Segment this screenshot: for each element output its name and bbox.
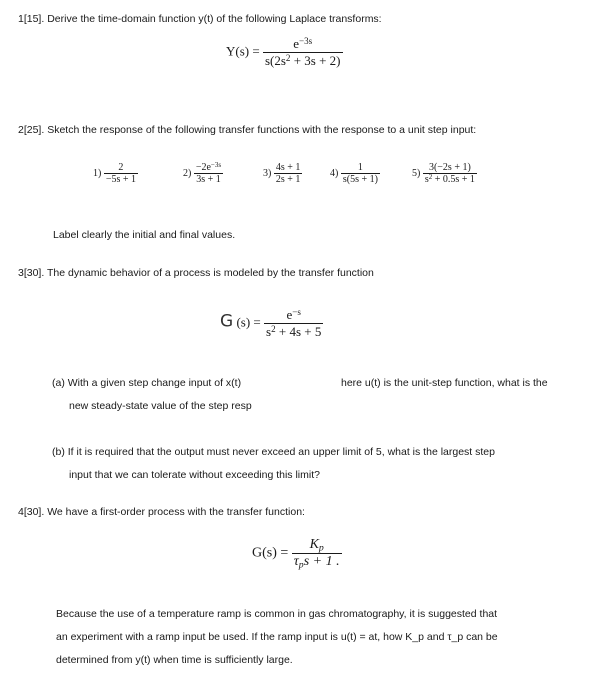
question-4-number: 4[30]. [18,506,45,518]
q1-denominator: $s(2s^2 + 3s + 2)$ [264,52,341,68]
q4-denominator: $\tau_ps + 1$ . [293,554,340,571]
q2-item-5-den: $s^2 + 0.5s + 1$ [424,172,475,185]
q3-part-b-line-2: input that we can tolerate without exceeding this limit? [69,469,320,481]
q1-lhs: Y(s) = [226,43,260,59]
question-3-equation [220,307,323,340]
q4-paragraph-line-1: Because the use of a temperature ramp is common in gas chromatography, it is suggested that [56,608,498,620]
question-3-header [18,267,374,279]
q2-item-3-num: 4s + 1 [275,162,301,173]
question-2-number: 2[25]. [18,124,45,136]
question-1-text: Derive the time-domain function y(t) of the following Laplace transforms: [47,13,382,25]
q2-item-5: 5) $\frac{3(-2s + 1)}{s^2 + 0.5s + 1}$ [412,162,475,185]
q2-item-2-den: 3s + 1 [194,173,223,185]
q2-item-3-den: 2s + 1 [275,174,301,185]
question-2-header [18,124,476,136]
q3-part-a-line-2: new steady-state value of the step resp [69,400,252,412]
q2-item-1-num: 2 [118,162,124,173]
q2-item-2: 2) $\frac{-2e^{-3s}}{3s + 1}$ [183,160,222,185]
question-3-text: The dynamic behavior of a process is modeled by the transfer function [47,267,374,279]
q2-item-1-den: −5s + 1 [105,174,137,185]
question-4-equation [252,537,342,570]
q2-item-4-num: 1 [357,162,363,173]
question-1-header [18,13,382,25]
question-3-number: 3[30]. [18,267,45,279]
question-4-header [18,506,305,518]
q4-paragraph-line-3: determined from y(t) when time is sufficiently large. [56,654,293,666]
q3-part-a-line-1: (a) With a given step change input of x(t) [52,377,242,389]
q3-fraction [264,307,323,340]
question-2-text: Sketch the response of the following transfer functions with the response to a unit step input: [47,124,477,136]
q4-paragraph-line-2: an experiment with a ramp input be used. If the ramp input is u(t) = at, how K_p and τ_p can be [56,631,498,643]
q2-note: Label clearly the initial and final values. [53,229,236,241]
q2-item-1: 1) $\frac{2}{-5s + 1}$ [93,162,137,185]
q2-item-3: 3) $\frac{4s + 1}{2s + 1}$ [263,162,301,185]
q2-item-4: 4) $\frac{1}{s(5s + 1)}$ [330,162,378,185]
q4-numerator: $K_p$ [309,537,324,554]
q1-numerator: $e^{-3s}$ [293,35,313,51]
q2-item-5-num: 3(−2s + 1) [428,162,471,173]
question-1-number: 1[15]. [18,13,45,25]
q4-fraction [292,537,342,570]
question-4-text: We have a first-order process with the transfer function: [47,506,305,518]
q3-lhs: (s) = [236,314,261,330]
q2-item-2-num: $-2e^{-3s}$ [195,160,222,173]
q3-part-b-line-1: (b) If it is required that the output must never exceed an upper limit of 5, what is the largest step [52,446,495,458]
q1-fraction [263,36,343,69]
q3-denominator: $s^2 + 4s + 5$ [266,323,322,339]
q3-handwritten-g: G [220,311,234,332]
q4-lhs: G(s) = [252,545,289,561]
question-1-equation [226,36,343,69]
q3-part-a-line-1b: here u(t) is the unit-step function, what is the [341,377,548,389]
q2-item-4-den: s(5s + 1) [342,174,378,185]
q3-numerator: $e^{-s}$ [286,306,301,322]
